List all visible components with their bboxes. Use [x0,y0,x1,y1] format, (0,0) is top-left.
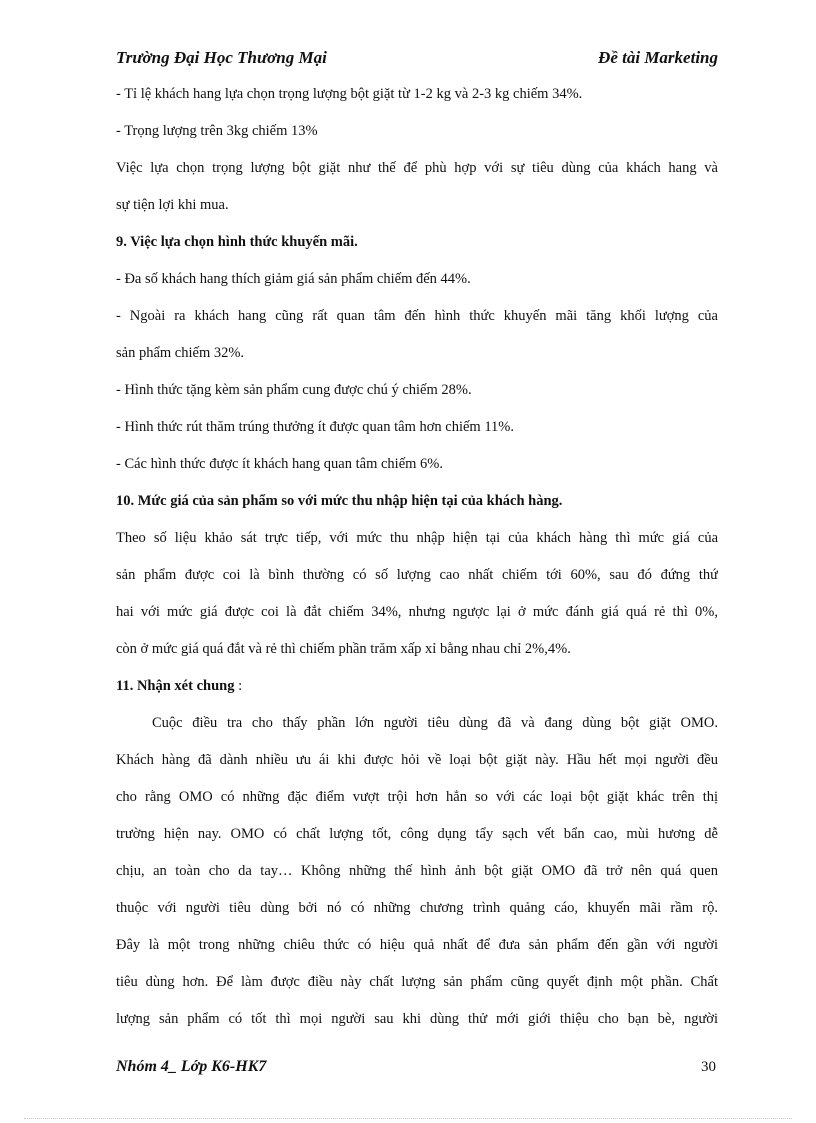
paragraph-line: tiêu dùng hơn. Để làm được điều này chất lượng sản phẩm cũng quyết định một phần. Chất [116,974,718,990]
section-heading-11-title: 11. Nhận xét chung [116,678,235,694]
body-line: còn ở mức giá quá đắt và rẻ thì chiếm phần trăm xấp xỉ bằng nhau chỉ 2%,4%. [116,641,571,657]
paragraph-line: trường hiện nay. OMO có chất lượng tốt, công dụng tẩy sạch vết bẩn cao, mùi hương dễ [116,826,718,842]
paragraph-line: lượng sản phẩm có tốt thì mọi người sau khi dùng thử mới giới thiệu cho bạn bè, người [116,1011,718,1027]
section-heading-9: 9. Việc lựa chọn hình thức khuyến mãi. [116,234,358,250]
document-body [116,76,718,1038]
header-university: Trường Đại Học Thương Mại [116,48,327,67]
page-footer [116,1054,716,1082]
header-topic: Đề tài Marketing [598,48,718,67]
page-number: 30 [701,1059,716,1075]
paragraph-line: thuộc với người tiêu dùng bởi nó có những chương trình quảng cáo, khuyến mãi rầm rộ. [116,900,718,916]
footer-group-class: Nhóm 4_ Lớp K6-HK7 [116,1058,267,1075]
body-line: - Tỉ lệ khách hang lựa chọn trọng lượng bột giặt từ 1-2 kg và 2-3 kg chiếm 34%. [116,86,583,102]
paragraph-line: chịu, an toàn cho da tay… Không những thế hình ảnh bột giặt OMO đã trở nên quá quen [116,863,718,879]
section-heading-11 [116,668,718,705]
page-header [116,46,718,72]
body-line: - Ngoài ra khách hang cũng rất quan tâm đến hình thức khuyến mãi tăng khối lượng của [116,308,718,324]
section-heading-11-colon: : [234,678,243,694]
body-line: hai với mức giá được coi là đắt chiếm 34%, nhưng ngược lại ở mức đánh giá quá rẻ thì 0%, [116,604,718,620]
paragraph-line: Cuộc điều tra cho thấy phần lớn người tiêu dùng đã và đang dùng bột giặt OMO. [152,715,718,731]
body-line: sự tiện lợi khi mua. [116,197,229,213]
body-line: - Đa số khách hang thích giảm giá sản phẩm chiếm đến 44%. [116,271,471,287]
page-bottom-edge [24,1118,792,1119]
body-line: - Trọng lượng trên 3kg chiếm 13% [116,123,318,139]
section-heading-10: 10. Mức giá của sản phẩm so với mức thu nhập hiện tại của khách hàng. [116,493,563,509]
paragraph-line: Khách hàng đã dành nhiều ưu ái khi được hỏi về loại bột giặt này. Hầu hết mọi người đều [116,752,718,768]
body-line: Theo số liệu khảo sát trực tiếp, với mức thu nhập hiện tại của khách hàng thì mức giá của [116,530,718,546]
body-line: - Hình thức tặng kèm sản phẩm cung được chú ý chiếm 28%. [116,382,472,398]
body-line: sản phẩm được coi là bình thường có số lượng cao nhất chiếm tới 60%, sau đó đứng thứ [116,567,718,583]
paragraph-line: cho rằng OMO có những đặc điểm vượt trội hơn hẳn so với các loại bột giặt khác trên thị [116,789,718,805]
body-line: - Hình thức rút thăm trúng thưởng ít được quan tâm hơn chiếm 11%. [116,419,514,435]
body-line: sản phẩm chiếm 32%. [116,345,245,361]
paragraph-line: Đây là một trong những chiêu thức có hiệu quả nhất để đưa sản phẩm đến gần với người [116,937,718,953]
body-line: - Các hình thức được ít khách hang quan tâm chiếm 6%. [116,456,443,472]
body-line: Việc lựa chọn trọng lượng bột giặt như thế để phù hợp với sự tiêu dùng của khách hang và [116,160,718,176]
